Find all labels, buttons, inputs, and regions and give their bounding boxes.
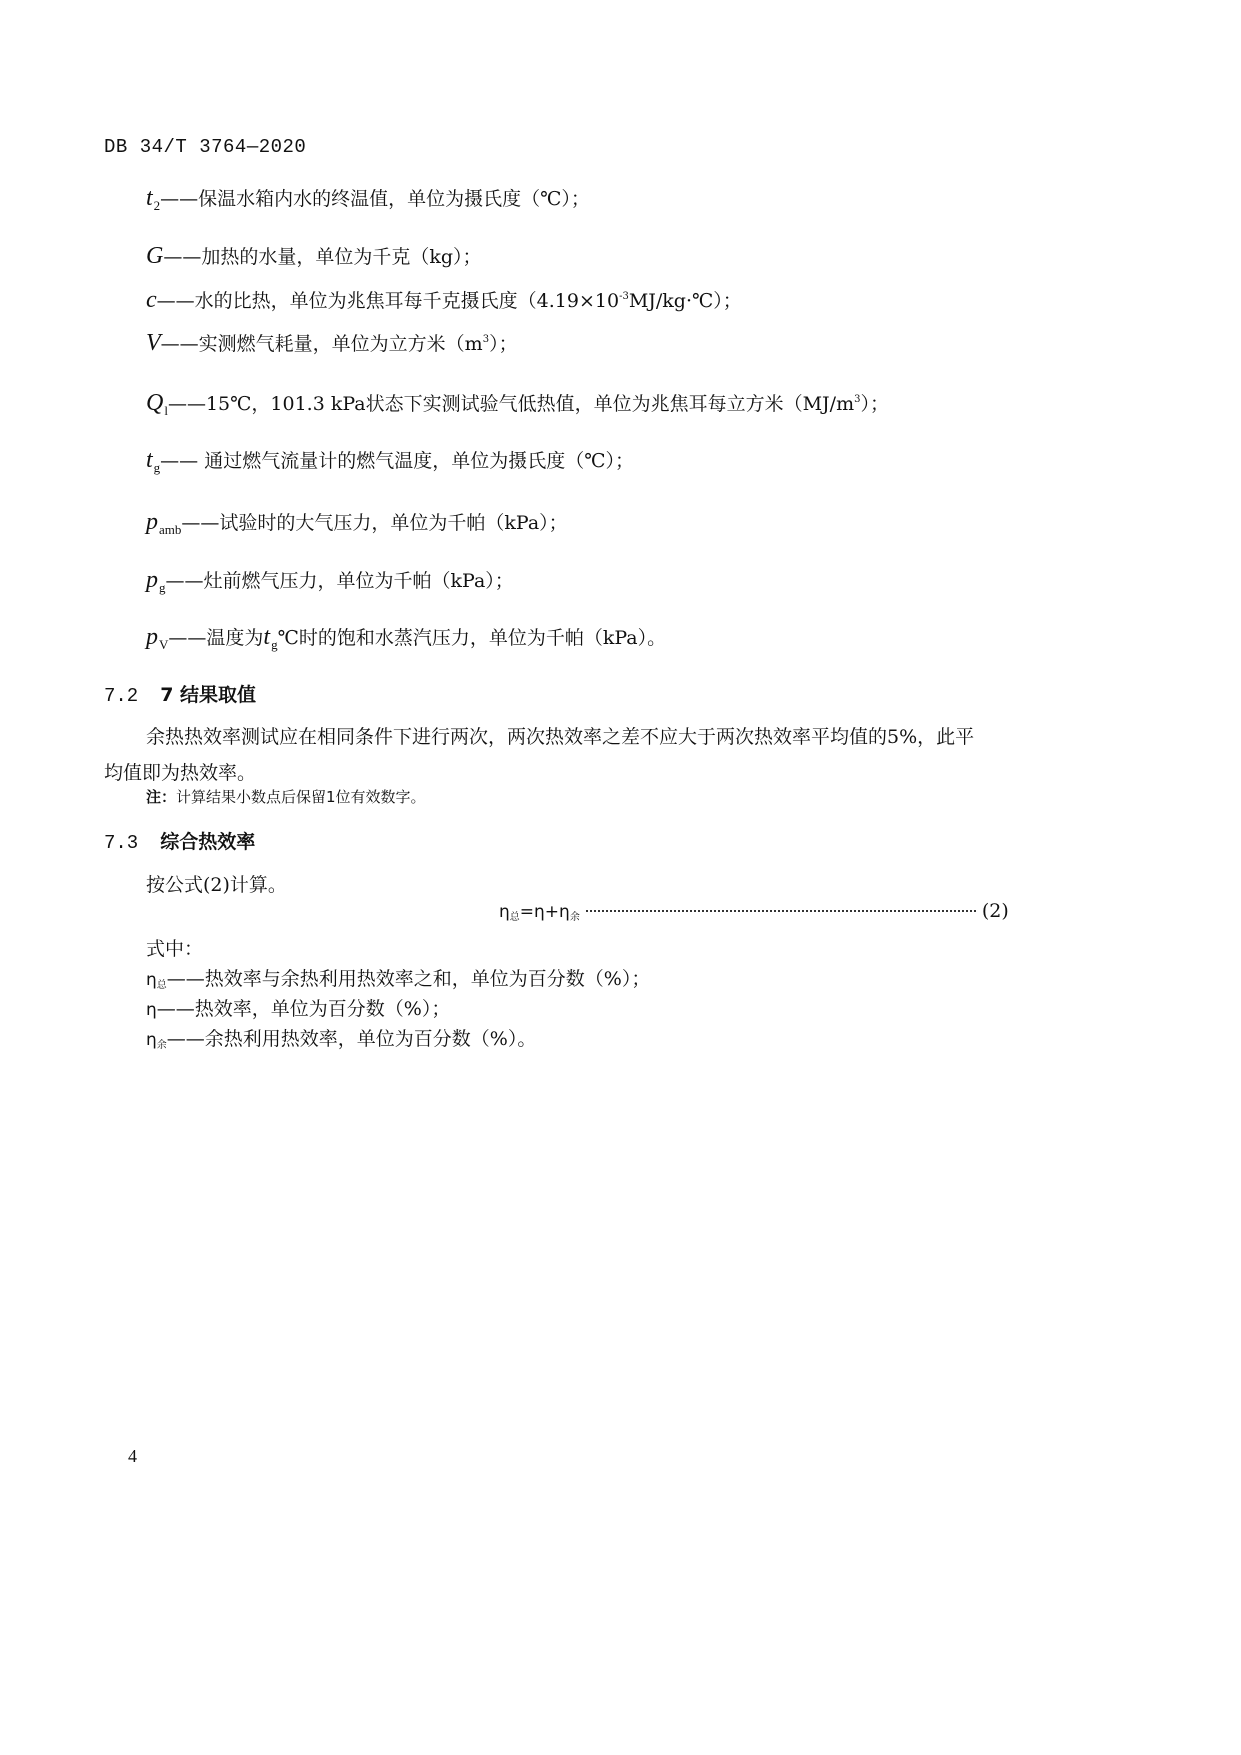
subscript: g: [153, 460, 161, 475]
definition-text-after: ℃时的饱和水蒸汽压力，单位为千帕（kPa）。: [277, 627, 667, 649]
eta-subscript-waste: 余: [569, 912, 580, 923]
formula-rhs: =η+η: [519, 902, 570, 922]
dot-leader: [586, 910, 976, 912]
symbol: p: [146, 624, 158, 650]
note-text: 计算结果小数点后保留1位有效数字。: [176, 788, 426, 806]
definition-text: ——15℃，101.3 kPa状态下实测试验气低热值，单位为兆焦耳每立方米（MJ/m: [167, 393, 855, 415]
symbol: V: [146, 330, 161, 356]
definition-text: ——保温水箱内水的终温值，单位为摄氏度（℃）；: [160, 188, 590, 210]
symbol: t: [146, 447, 153, 473]
term-text: ——热效率，单位为百分数（%）；: [156, 998, 451, 1020]
definition-text: ——加热的水量，单位为千克（kg）；: [163, 246, 482, 268]
definition-G: [146, 242, 482, 270]
definition-pV: [146, 623, 666, 653]
definition-text-after: ）；: [489, 333, 518, 355]
section-title: 7 结果取值: [160, 684, 257, 706]
symbol: G: [146, 243, 164, 269]
section-title: 综合热效率: [160, 831, 256, 853]
definition-t2: [146, 184, 590, 214]
symbol: Q: [146, 390, 164, 416]
term-text: ——余热利用热效率，单位为百分数（%）。: [166, 1028, 537, 1050]
section-heading-7-2: [104, 680, 256, 707]
document-code: DB 34/T 3764—2020: [104, 136, 307, 158]
inline-symbol: t: [263, 624, 271, 650]
definition-text-after: MJ/kg·℃）；: [628, 290, 742, 312]
definition-text: ——温度为: [168, 627, 264, 649]
note: [146, 786, 426, 807]
symbol: p: [146, 567, 158, 593]
definition-text: ——水的比热，单位为兆焦耳每千克摄氏度（4.19×10: [156, 290, 620, 312]
eta-symbol: η: [499, 902, 510, 922]
note-label: 注：: [146, 788, 177, 806]
definition-text-after: ）；: [860, 393, 889, 415]
definition-text: —— 通过燃气流量计的燃气温度，单位为摄氏度（℃）；: [160, 450, 634, 472]
page-number: 4: [128, 1446, 137, 1466]
eta-subscript-total: 总: [509, 912, 520, 923]
definition-V: [146, 329, 518, 357]
where-label: 式中：: [146, 938, 204, 960]
term-eta-waste: [146, 1024, 536, 1051]
subscript: V: [159, 637, 169, 652]
term-eta-total: [146, 964, 650, 991]
formula-2: [499, 900, 1009, 923]
term-text: ——热效率与余热利用热效率之和，单位为百分数（%）；: [166, 968, 651, 990]
inline-subscript: g: [271, 637, 278, 652]
superscript: 3: [482, 334, 490, 345]
subscript: amb: [159, 522, 182, 537]
superscript: 3: [854, 394, 861, 405]
symbol: c: [146, 287, 157, 313]
definition-pamb: [146, 508, 568, 538]
term-eta: [146, 994, 450, 1021]
subscript: g: [159, 580, 166, 595]
subscript: l: [164, 403, 168, 418]
definition-text: ——实测燃气耗量，单位为立方米（m: [160, 333, 483, 355]
superscript: -3: [619, 291, 629, 302]
definition-text: ——灶前燃气压力，单位为千帕（kPa）；: [165, 570, 514, 592]
eta-subscript: 总: [156, 980, 167, 991]
section-number: 7.3: [104, 832, 139, 854]
definition-tg: [146, 446, 634, 476]
eta-subscript: 余: [156, 1040, 167, 1051]
definition-pg: [146, 566, 514, 596]
formula-intro: 按公式(2)计算。: [146, 874, 287, 896]
eta-symbol: η: [146, 1000, 157, 1020]
symbol: t: [146, 185, 153, 211]
definition-text: ——试验时的大气压力，单位为千帕（kPa）；: [181, 512, 568, 534]
subscript: 2: [153, 198, 161, 213]
definition-Ql: [146, 389, 889, 419]
section-7-2-paragraph: 余热热效率测试应在相同条件下进行两次，两次热效率之差不应大于两次热效率平均值的5%，此平均值即为热效率。: [104, 726, 975, 784]
definition-c: [146, 286, 742, 314]
section-number: 7.2: [104, 685, 139, 707]
symbol: p: [146, 509, 158, 535]
section-heading-7-3: [104, 827, 255, 854]
eta-symbol: η: [146, 1030, 157, 1050]
formula-number: (2): [981, 900, 1009, 922]
eta-symbol: η: [146, 970, 157, 990]
